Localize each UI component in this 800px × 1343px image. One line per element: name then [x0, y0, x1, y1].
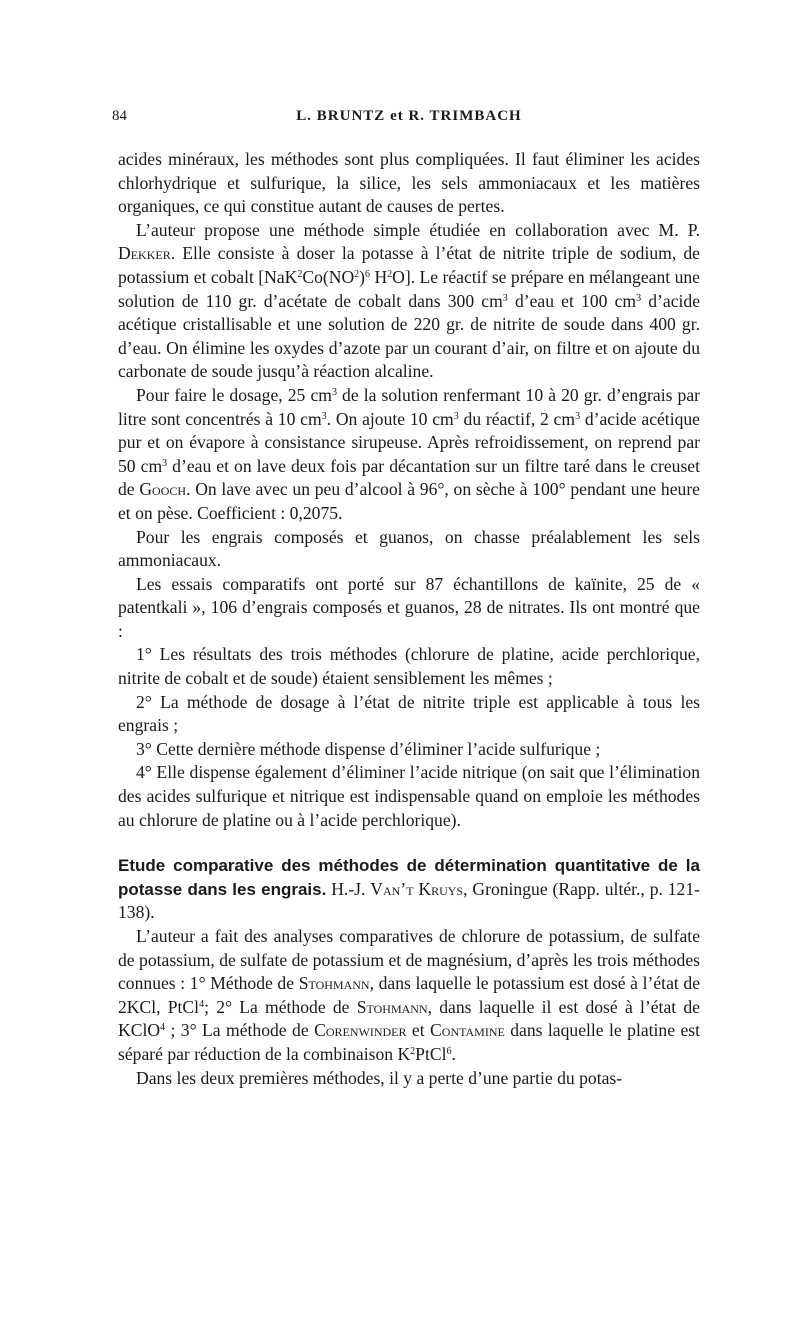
superscript: 3	[321, 410, 327, 422]
author-name: Stohmann	[356, 996, 428, 1017]
paragraph-acid-elimination: acides minéraux, les méthodes sont plus compliquées. Il faut éliminer les acides chlorhydrique et sulfurique, la silice, les sels ammoniacaux et les matières organiques, ce qui constitue autant de causes de pertes.	[118, 149, 700, 217]
text-run: ; 3° La méthode de	[165, 1020, 315, 1041]
paragraph-result-3: 3° Cette dernière méthode dispense d’éliminer l’acide sulfurique ;	[136, 738, 601, 759]
text-run: L’auteur propose une méthode simple étudiée en collaboration avec M. P.	[136, 219, 700, 240]
paragraph-result-1: 1° Les résultats des trois méthodes (chlorure de platine, acide perchlorique, nitrite de cobalt et de soude) étaient sensiblement les mêmes ;	[118, 644, 700, 689]
text-run: d’eau et 100 cm	[507, 290, 637, 311]
paragraph-comparative-analyses	[118, 925, 700, 1067]
text-run: du réactif, 2 cm	[458, 408, 576, 429]
author-name: Gooch	[139, 479, 187, 500]
text-run: . On lave avec un peu d’alcool à 96°, on sèche à 100° pendant une heure et on pèse. Coefficient : 0,2075.	[118, 479, 700, 523]
text-run: , dans laquelle il est dosé à l’état de KClO	[118, 996, 700, 1041]
text-run: )	[359, 266, 366, 287]
text-run: de la solution renfermant 10 à 20 gr. d’engrais par litre sont concentrés à 10 cm	[118, 384, 700, 429]
superscript: 2	[410, 1045, 416, 1057]
superscript: 6	[365, 268, 371, 280]
author-name: Corenwinder	[314, 1020, 407, 1041]
text-run: d’eau et on lave deux fois par décantation sur un filtre taré dans le creuset de	[118, 455, 700, 500]
author-name: Contamine	[430, 1020, 505, 1041]
paragraph-result-4: 4° Elle dispense également d’éliminer l’acide nitrique (on sait que l’élimination des acides sulfurique et nitrique est indispensable quand on emploie les méthodes au chlorure de platine ou à l’acide perchlorique).	[118, 762, 700, 830]
text-run: dans laquelle le platine est séparé par réduction de la combinaison K	[118, 1020, 701, 1064]
section-divider	[118, 832, 700, 854]
author-name: Dekker	[118, 243, 171, 264]
article-reference: , Groningue (Rapp. ultér., p. 121-138).	[118, 878, 701, 923]
text-run: . On ajoute 10 cm	[326, 408, 454, 429]
paragraph-result-2: 2° La méthode de dosage à l’état de nitrite triple est applicable à tous les engrais ;	[118, 691, 700, 736]
superscript: 2	[354, 268, 360, 280]
section-heading	[118, 854, 700, 925]
text-run: Pour faire le dosage, 25 cm	[136, 384, 332, 405]
superscript: 2	[387, 268, 393, 280]
paragraph-dosage-procedure	[118, 384, 700, 526]
text-run: . Elle consiste à doser la potasse à l’état de nitrite triple de sodium, de potassium et cobalt [NaK	[118, 243, 700, 287]
text-run: ; 2° La méthode de	[204, 996, 357, 1017]
paragraph-method-description	[118, 219, 700, 384]
text-run: d’acide acétique pur et on évapore à consistance sirupeuse. Après refroidissement, on reprend par 50 cm	[118, 408, 700, 476]
document-page	[112, 108, 701, 1090]
running-header	[112, 108, 700, 134]
superscript: 3	[575, 410, 581, 422]
superscript: 6	[446, 1045, 452, 1057]
text-run: d’acide acétique cristallisable et une solution de 220 gr. de nitrite de soude dans 400 gr. d’eau. On élimine les oxydes d’azote par un courant d’air, on filtre et on ajoute du carbonate de soude jusqu’à réaction alcaline.	[118, 290, 701, 382]
superscript: 3	[636, 292, 642, 304]
text-run: O]. Le réactif se prépare en mélangeant une solution de 110 gr. d’acétate de cobalt dans 300 cm	[118, 266, 700, 311]
superscript: 3	[502, 292, 508, 304]
paragraph-potassium-loss: Dans les deux premières méthodes, il y a perte d’une partie du potas-	[136, 1067, 623, 1088]
superscript: 3	[162, 457, 168, 469]
paragraph-compound-fertilizers: Pour les engrais composés et guanos, on chasse préalablement les sels ammoniacaux.	[118, 526, 700, 571]
article-title: Etude comparative des méthodes de détermination quantitative de la potasse dans les engrais.	[118, 856, 700, 899]
text-run: .	[451, 1043, 456, 1064]
superscript: 2	[297, 268, 303, 280]
superscript: 3	[453, 410, 459, 422]
text-run: L’auteur a fait des analyses comparatives de chlorure de potassium, de sulfate de potassium, de sulfate de potassium et de magnésium, d’après les trois méthodes connues : 1° Méthode de	[118, 926, 700, 994]
paragraph-comparative-trials: Les essais comparatifs ont porté sur 87 échantillons de kaïnite, 25 de « patentkali », 106 d’engrais composés et guanos, 28 de nitrates. Ils ont montré que :	[118, 573, 700, 641]
superscript: 4	[199, 998, 205, 1010]
page-number: 84	[112, 108, 127, 124]
running-title: L. BRUNTZ et R. TRIMBACH	[296, 108, 522, 124]
text-run: PtCl	[415, 1043, 447, 1064]
text-run: , dans laquelle le potassium est dosé à l’état de 2KCl, PtCl	[118, 973, 701, 1017]
text-run: et	[406, 1020, 431, 1041]
text-run: H.-J.	[326, 878, 371, 899]
text-run: H	[370, 266, 388, 287]
text-run: Co(NO	[302, 266, 355, 287]
author-name: Van’t Kruys	[370, 878, 464, 899]
superscript: 3	[331, 386, 337, 398]
author-name: Stohmann	[298, 973, 370, 994]
superscript: 4	[160, 1022, 166, 1034]
